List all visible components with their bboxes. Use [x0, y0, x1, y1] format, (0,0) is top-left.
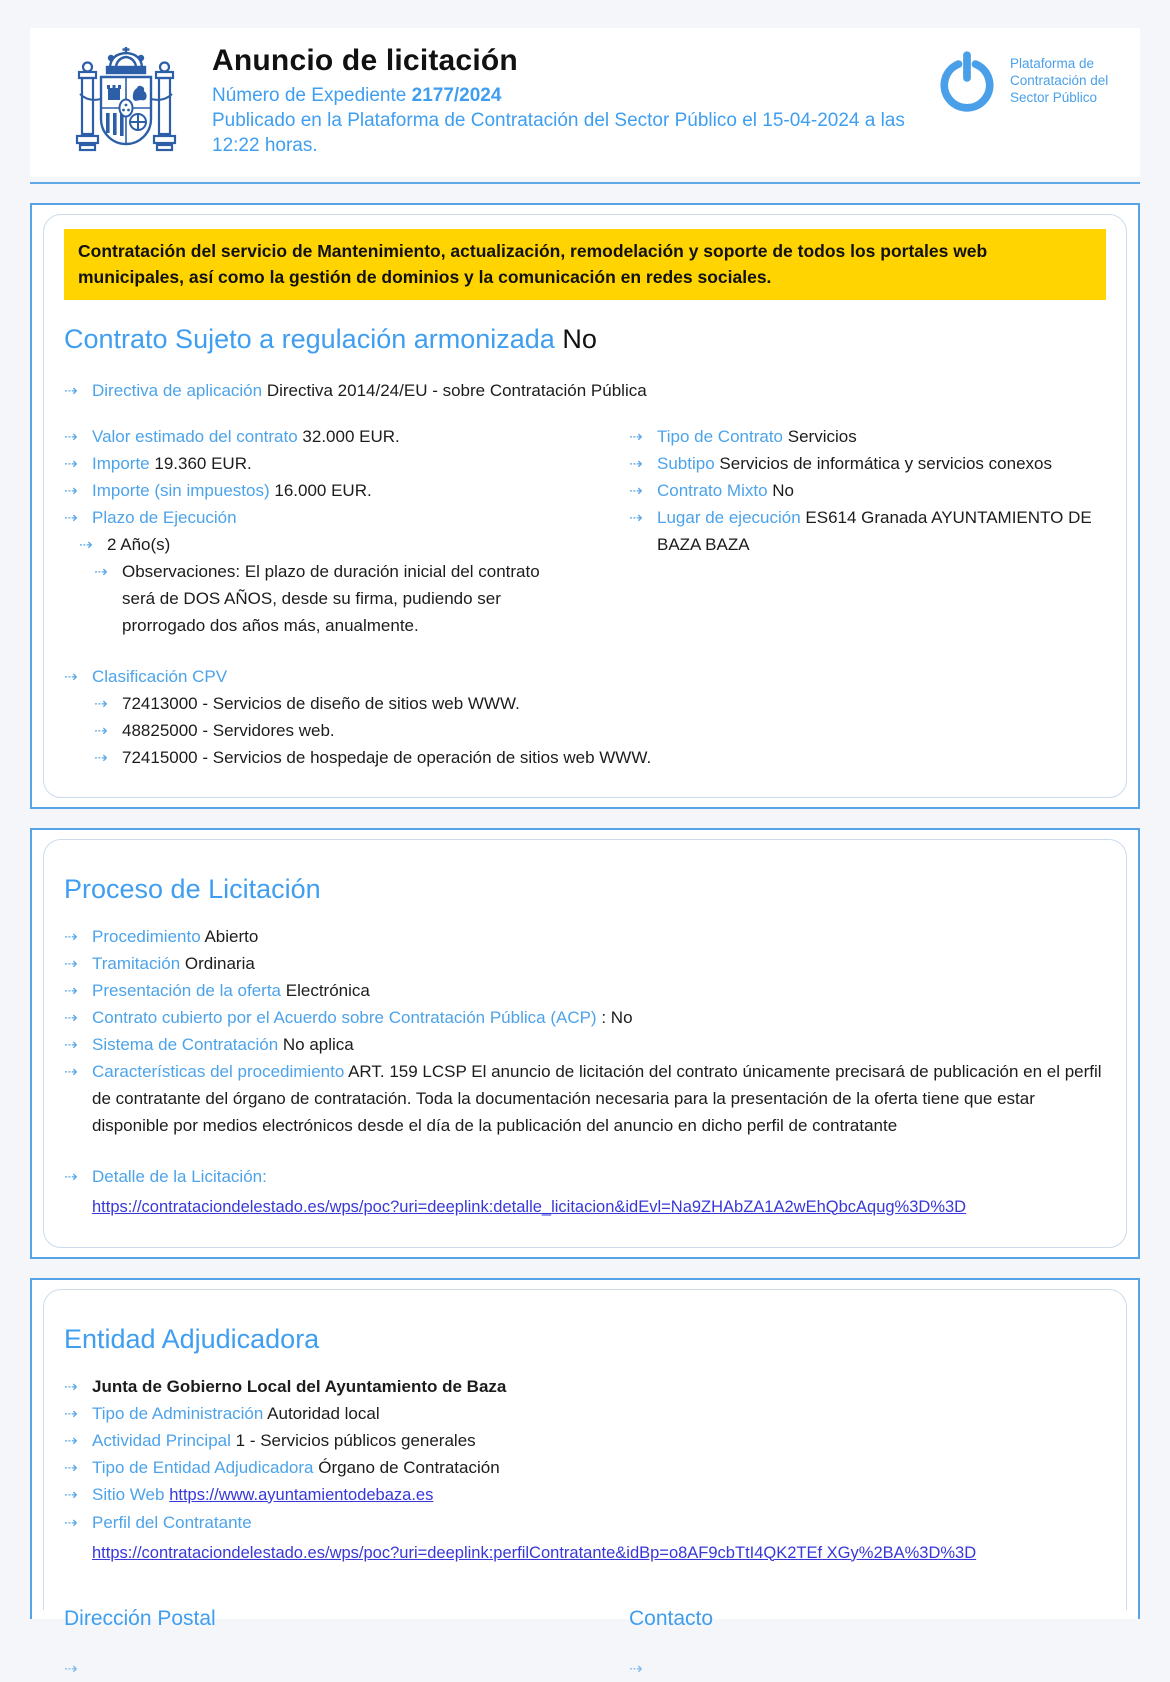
section-title-contrato: Contrato Sujeto a regulación armonizada No [64, 323, 597, 354]
section-proceso [30, 828, 1140, 1259]
spain-coat-of-arms-icon [74, 44, 178, 165]
tipo-entidad-row: ⇢ Tipo de Entidad Adjudicadora Órgano de Contratación [64, 1454, 1106, 1481]
header-divider [30, 182, 1140, 184]
contract-object-banner: Contratación del servicio de Mantenimiento, actualización, remodelación y soporte de todos los portales web municipales, así como la gestión de dominios y la comunicación en redes sociales. [64, 229, 1106, 300]
plazo-ejecucion-row: ⇢ Plazo de Ejecución [64, 504, 629, 531]
cpv-item-row: ⇢ 72415000 - Servicios de hospedaje de operación de sitios web WWW. [94, 744, 1106, 771]
document-page [30, 28, 1140, 1678]
plazo-value-row: ⇢ 2 Año(s) [79, 531, 629, 558]
platform-logo [934, 44, 1110, 119]
dashed-arrow-icon: ⇢ [629, 1658, 643, 1678]
contract-left-column [64, 423, 629, 639]
dashed-arrow-icon: ⇢ [64, 980, 78, 1000]
expediente-number: 2177/2024 [411, 85, 502, 106]
cpv-item-row: ⇢ 72413000 - Servicios de diseño de sitios web WWW. [94, 690, 1106, 717]
dashed-arrow-icon: ⇢ [64, 1403, 78, 1423]
expediente-line: Número de Expediente 2177/2024 [212, 85, 502, 106]
subtipo-row: ⇢ Subtipo Servicios de informática y servicios conexos [629, 450, 1104, 477]
dashed-arrow-icon: ⇢ [64, 453, 78, 473]
section-contrato [30, 203, 1140, 809]
dashed-arrow-icon: ⇢ [629, 480, 643, 500]
procedimiento-row: ⇢ Procedimiento Abierto [64, 923, 1106, 950]
dashed-arrow-icon: ⇢ [64, 1034, 78, 1054]
perfil-contratante-row: ⇢ Perfil del Contratante [64, 1509, 1106, 1536]
dashed-arrow-icon: ⇢ [64, 1658, 78, 1678]
dashed-arrow-icon: ⇢ [64, 507, 78, 527]
acp-row: ⇢ Contrato cubierto por el Acuerdo sobre Contratación Pública (ACP) : No [64, 1004, 1106, 1031]
section-entidad [30, 1278, 1140, 1678]
dashed-arrow-icon: ⇢ [64, 1457, 78, 1477]
entity-name-row [64, 1373, 1106, 1400]
actividad-principal-row: ⇢ Actividad Principal 1 - Servicios públicos generales [64, 1427, 1106, 1454]
dashed-arrow-icon: ⇢ [64, 926, 78, 946]
dashed-arrow-icon: ⇢ [79, 534, 93, 554]
valor-estimado-row: ⇢ Valor estimado del contrato 32.000 EUR. [64, 423, 629, 450]
section-title-proceso: Proceso de Licitación [64, 873, 321, 904]
dashed-arrow-icon: ⇢ [94, 561, 108, 581]
dashed-arrow-icon: ⇢ [64, 1061, 78, 1081]
contract-right-column [629, 423, 1104, 558]
sitio-web-link[interactable]: https://www.ayuntamientodebaza.es [169, 1485, 434, 1504]
observaciones-row: ⇢ Observaciones: El plazo de duración inicial del contrato será de DOS AÑOS, desde su firma, pudiendo ser prorrogado dos años más, anualmente. [94, 558, 564, 639]
dashed-arrow-icon: ⇢ [64, 1430, 78, 1450]
platform-logo-text: Plataforma de Contratación del Sector Público [1010, 56, 1109, 105]
sistema-contratacion-row: ⇢ Sistema de Contratación No aplica [64, 1031, 1106, 1058]
presentacion-oferta-row: ⇢ Presentación de la oferta Electrónica [64, 977, 1106, 1004]
dashed-arrow-icon: ⇢ [94, 693, 108, 713]
page-title: Anuncio de licitación [212, 44, 518, 77]
dashed-arrow-icon: ⇢ [94, 747, 108, 767]
dashed-arrow-icon: ⇢ [64, 1376, 78, 1396]
dashed-arrow-icon: ⇢ [64, 1166, 78, 1186]
importe-row: ⇢ Importe 19.360 EUR. [64, 450, 629, 477]
detalle-licitacion-row: ⇢ Detalle de la Licitación: [64, 1163, 1106, 1190]
dashed-arrow-icon: ⇢ [629, 507, 643, 527]
tipo-administracion-row: ⇢ Tipo de Administración Autoridad local [64, 1400, 1106, 1427]
regulacion-armonizada-value: No [562, 323, 597, 354]
caracteristicas-row: ⇢ Características del procedimiento ART. 159 LCSP El anuncio de licitación del contrato únicamente precisará de publicación en el perfil de contratante del órgano de contratación. Toda la documentación necesaria para la presentación de la oferta tiene que estar disponible por medios electrónicos desde el día de la publicación del anuncio en dicho perfil de contratante [64, 1058, 1106, 1139]
section-title-entidad: Entidad Adjudicadora [64, 1323, 320, 1354]
cpv-label-row: ⇢ Clasificación CPV [64, 663, 1106, 690]
dashed-arrow-icon: ⇢ [64, 666, 78, 686]
entity-name: Junta de Gobierno Local del Ayuntamiento de Baza [92, 1376, 507, 1396]
importe-sin-impuestos-row: ⇢ Importe (sin impuestos) 16.000 EUR. [64, 477, 629, 504]
dashed-arrow-icon: ⇢ [629, 453, 643, 473]
dashed-arrow-icon: ⇢ [64, 480, 78, 500]
dashed-arrow-icon: ⇢ [64, 1512, 78, 1532]
tipo-contrato-row: ⇢ Tipo de Contrato Servicios [629, 423, 1104, 450]
contacto-heading: Contacto [629, 1606, 714, 1630]
directiva-row: ⇢ Directiva de aplicación Directiva 2014/24/EU - sobre Contratación Pública [64, 377, 1106, 404]
lugar-ejecucion-row: ⇢ Lugar de ejecución ES614 Granada AYUNTAMIENTO DE BAZA BAZA [629, 504, 1104, 558]
sitio-web-row: ⇢ Sitio Web https://www.ayuntamientodebaza.es [64, 1481, 1106, 1509]
direccion-postal-heading: Dirección Postal [64, 1606, 216, 1630]
power-icon [934, 48, 1000, 119]
contrato-mixto-row: ⇢ Contrato Mixto No [629, 477, 1104, 504]
document-header [30, 28, 1140, 177]
cpv-item-row: ⇢ 48825000 - Servidores web. [94, 717, 1106, 744]
published-line: Publicado en la Plataforma de Contratación del Sector Público el 15-04-2024 a las 12:22 horas. [212, 110, 905, 157]
dashed-arrow-icon: ⇢ [64, 1484, 78, 1504]
clipped-next-rows [64, 1655, 1106, 1678]
dashed-arrow-icon: ⇢ [64, 953, 78, 973]
dashed-arrow-icon: ⇢ [64, 380, 78, 400]
dashed-arrow-icon: ⇢ [64, 426, 78, 446]
dashed-arrow-icon: ⇢ [629, 426, 643, 446]
dashed-arrow-icon: ⇢ [64, 1007, 78, 1027]
dashed-arrow-icon: ⇢ [94, 720, 108, 740]
detalle-licitacion-link[interactable]: https://contrataciondelestado.es/wps/poc?uri=deeplink:detalle_licitacion&idEvl=Na9ZHAbZA1A2wEhQbcAqug%3D%3D [92, 1197, 967, 1216]
tramitacion-row: ⇢ Tramitación Ordinaria [64, 950, 1106, 977]
perfil-contratante-link[interactable]: https://contrataciondelestado.es/wps/poc?uri=deeplink:perfilContratante&idBp=o8AF9cbTtI4QK2TEf XGy%2BA%3D%3D [92, 1543, 977, 1562]
